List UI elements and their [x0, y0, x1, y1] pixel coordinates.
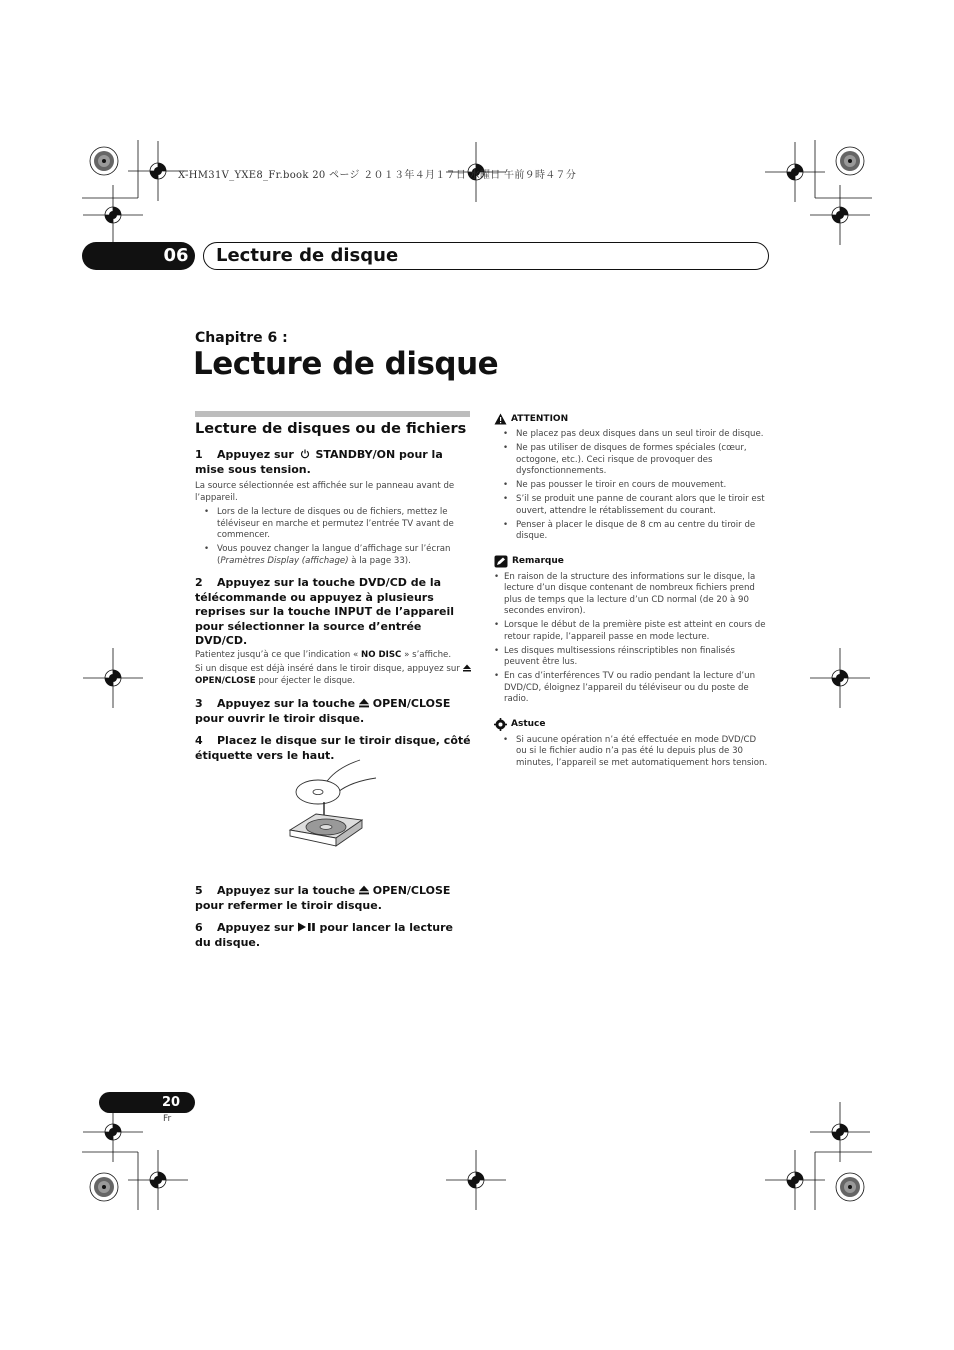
remarque-heading: Remarque	[494, 555, 769, 568]
page-language: Fr	[163, 1114, 172, 1124]
step-5: 5 Appuyez sur la touche OPEN/CLOSE pour refermer le tiroir disque.	[195, 884, 451, 912]
eject-icon	[359, 698, 369, 708]
section-bar	[195, 411, 470, 417]
chapter-label: Chapitre 6 :	[195, 330, 288, 346]
eject-icon	[359, 885, 369, 895]
disc-tray-illustration	[286, 758, 386, 858]
list-item: • Lorsque le début de la première piste est atteint en cours de retour rapide, l’appareil passe en mode lecture.	[494, 620, 769, 643]
list-item: • En cas d’interférences TV ou radio pendant la lecture d’un DVD/CD, éloignez l’appareil du téléviseur ou du poste de radio.	[494, 671, 769, 706]
list-item: • Penser à placer le disque de 8 cm au centre du tiroir de disque.	[494, 520, 769, 543]
step-1-bullets	[195, 507, 471, 567]
list-item: • Si aucune opération n’a été effectuée en mode DVD/CD ou si le fichier audio n’a pas été lu depuis plus de 30 minutes, l’appareil se met automatiquement hors tension.	[494, 735, 769, 770]
page-title: Lecture de disque	[193, 346, 499, 382]
tip-gear-icon	[494, 718, 507, 731]
eject-icon	[463, 664, 471, 672]
page-number: 20	[161, 1095, 181, 1110]
header-title: Lecture de disque	[216, 245, 399, 266]
astuce-heading: Astuce	[494, 718, 769, 731]
chapter-number: 06	[163, 245, 189, 266]
step-6: 6 Appuyez sur pour lancer la lecture du disque.	[195, 921, 453, 949]
step-3: 3 Appuyez sur la touche OPEN/CLOSE pour ouvrir le tiroir disque.	[195, 697, 451, 725]
list-item: • Ne placez pas deux disques dans un seul tiroir de disque.	[494, 429, 769, 441]
astuce-list	[494, 735, 769, 770]
right-column	[494, 413, 769, 772]
list-item: • Lors de la lecture de disques ou de fichiers, mettez le téléviseur en marche et permutez l’entrée TV avant de commencer.	[195, 507, 471, 542]
step-2-description-2: Si un disque est déjà inséré dans le tiroir disque, appuyez sur OPEN/CLOSE pour éjecter le disque.	[195, 664, 471, 687]
step-2-description-1: Patientez jusqu’à ce que l’indication « NO DISC » s’affiche.	[195, 649, 452, 660]
list-item: • Les disques multisessions réinscriptibles non finalisés peuvent être lus.	[494, 646, 769, 669]
step-4: 4 Placez le disque sur le tiroir disque, côté étiquette vers le haut.	[195, 734, 471, 762]
play-pause-icon	[298, 922, 316, 932]
print-info: X-HM31V_YXE8_Fr.book 20 ページ ２０１３年４月１７日 水曜日 午前９時４７分	[178, 170, 577, 181]
power-icon	[300, 449, 310, 459]
section-title: Lecture de disques ou de fichiers	[195, 421, 467, 437]
list-item: • En raison de la structure des informations sur le disque, la lecture d’un disque contenant de nombreux fichiers prend plus de temps que la lecture d’un CD normal (de 20 à 90 secondes environ).	[494, 572, 769, 618]
list-item: • S’il se produit une panne de courant alors que le tiroir est ouvert, attendre le rétablissement du courant.	[494, 494, 769, 517]
step-1-description: La source sélectionnée est affichée sur le panneau avant de l’appareil.	[195, 481, 455, 503]
list-item: • Ne pas utiliser de disques de formes spéciales (cœur, octogone, etc.). Ceci risque de provoquer des dysfonctionnements.	[494, 443, 769, 478]
step-1: 1 Appuyez sur STANDBY/ON pour la mise sous tension.	[195, 448, 443, 476]
left-column	[195, 448, 471, 763]
warning-icon	[494, 413, 507, 425]
list-item: • Ne pas pousser le tiroir en cours de mouvement.	[494, 480, 769, 492]
remarque-list	[494, 572, 769, 706]
attention-list	[494, 429, 769, 543]
step-2: 2 Appuyez sur la touche DVD/CD de la télécommande ou appuyez à plusieurs reprises sur la touche INPUT de l’appareil pour sélectionner la source d’entrée DVD/CD.	[195, 576, 455, 647]
note-pencil-icon	[494, 555, 508, 568]
list-item: • Vous pouvez changer la langue d’affichage sur l’écran (Pramètres Display (affichage) à la page 33).	[195, 544, 471, 567]
attention-heading: ATTENTION	[494, 413, 769, 425]
left-column-bottom	[195, 884, 471, 950]
